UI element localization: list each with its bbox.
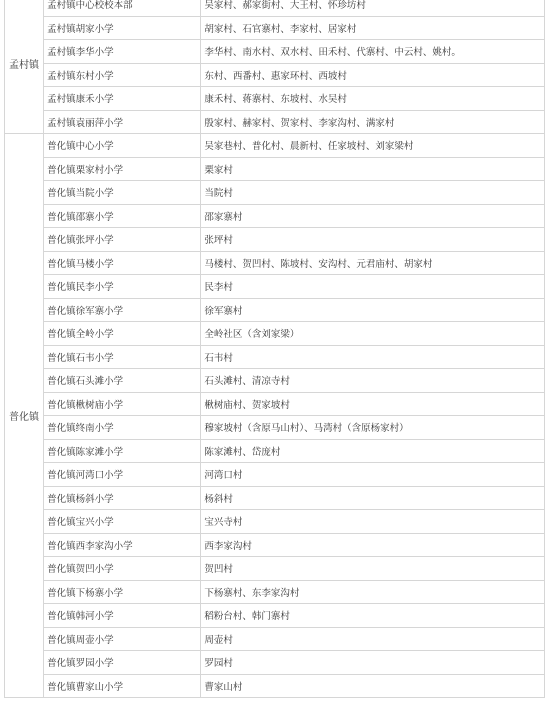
school-district-table [4, 0, 545, 698]
villages-cell: 稻粉台村、韩门寨村 [201, 604, 545, 628]
villages-cell: 杨斜村 [201, 486, 545, 510]
school-name-cell: 普化镇栗家村小学 [44, 157, 201, 181]
villages-cell: 徐军寨村 [201, 298, 545, 322]
table-row [5, 369, 545, 393]
villages-cell: 马楼村、贺凹村、陈坡村、安沟村、元君庙村、胡家村 [201, 251, 545, 275]
table-row [5, 416, 545, 440]
table-row [5, 439, 545, 463]
school-name-cell: 孟村镇李华小学 [44, 40, 201, 64]
school-name-cell: 普化镇中心小学 [44, 134, 201, 158]
villages-cell: 曹家山村 [201, 674, 545, 698]
villages-cell: 穆家坡村（含原马山村）、马湾村（含原杨家村） [201, 416, 545, 440]
school-name-cell: 普化镇石韦小学 [44, 345, 201, 369]
table-row [5, 228, 545, 252]
table-row [5, 510, 545, 534]
table-row [5, 40, 545, 64]
villages-cell: 邵家寨村 [201, 204, 545, 228]
school-name-cell: 普化镇韩河小学 [44, 604, 201, 628]
villages-cell: 下杨寨村、东李家沟村 [201, 580, 545, 604]
villages-cell: 周壶村 [201, 627, 545, 651]
villages-cell: 东村、西番村、惠家环村、西坡村 [201, 63, 545, 87]
villages-cell: 河湾口村 [201, 463, 545, 487]
school-name-cell: 普化镇马楼小学 [44, 251, 201, 275]
villages-cell: 石韦村 [201, 345, 545, 369]
table-row [5, 533, 545, 557]
table-row [5, 674, 545, 698]
school-name-cell: 孟村镇康禾小学 [44, 87, 201, 111]
villages-cell: 张坪村 [201, 228, 545, 252]
table-row [5, 463, 545, 487]
school-name-cell: 普化镇周壶小学 [44, 627, 201, 651]
villages-cell: 殷家村、赫家村、贺家村、李家沟村、满家村 [201, 110, 545, 134]
table-row [5, 204, 545, 228]
town-name-cell: 孟村镇 [5, 0, 44, 134]
school-name-cell: 普化镇西李家沟小学 [44, 533, 201, 557]
school-name-cell: 普化镇石头滩小学 [44, 369, 201, 393]
school-name-cell: 普化镇宝兴小学 [44, 510, 201, 534]
villages-cell: 吴家村、郝家街村、大王村、怀珍坊村 [201, 0, 545, 16]
school-name-cell: 普化镇河湾口小学 [44, 463, 201, 487]
school-name-cell: 普化镇当院小学 [44, 181, 201, 205]
villages-cell: 栗家村 [201, 157, 545, 181]
school-name-cell: 普化镇陈家滩小学 [44, 439, 201, 463]
villages-cell: 西李家沟村 [201, 533, 545, 557]
school-name-cell: 普化镇张坪小学 [44, 228, 201, 252]
table-row [5, 557, 545, 581]
table-body [5, 0, 545, 698]
table-row [5, 580, 545, 604]
table-row [5, 651, 545, 675]
school-name-cell: 普化镇杨斜小学 [44, 486, 201, 510]
table-row [5, 275, 545, 299]
table-row [5, 486, 545, 510]
school-name-cell: 普化镇邵寨小学 [44, 204, 201, 228]
school-name-cell: 孟村镇中心校校本部 [44, 0, 201, 16]
villages-cell: 当院村 [201, 181, 545, 205]
villages-cell: 宝兴寺村 [201, 510, 545, 534]
villages-cell: 贺凹村 [201, 557, 545, 581]
villages-cell: 民李村 [201, 275, 545, 299]
school-name-cell: 孟村镇袁丽萍小学 [44, 110, 201, 134]
villages-cell: 楸树庙村、贺家坡村 [201, 392, 545, 416]
villages-cell: 全岭社区（含刘家梁） [201, 322, 545, 346]
school-name-cell: 普化镇下杨寨小学 [44, 580, 201, 604]
school-name-cell: 普化镇贺凹小学 [44, 557, 201, 581]
table-row [5, 110, 545, 134]
table-row [5, 63, 545, 87]
villages-cell: 吴家巷村、普化村、晨新村、任家坡村、刘家梁村 [201, 134, 545, 158]
school-name-cell: 普化镇曹家山小学 [44, 674, 201, 698]
villages-cell: 胡家村、石官寨村、李家村、居家村 [201, 16, 545, 40]
table-row [5, 392, 545, 416]
table-row [5, 251, 545, 275]
school-name-cell: 普化镇楸树庙小学 [44, 392, 201, 416]
school-name-cell: 孟村镇东村小学 [44, 63, 201, 87]
school-name-cell: 普化镇终南小学 [44, 416, 201, 440]
villages-cell: 罗园村 [201, 651, 545, 675]
school-name-cell: 普化镇民李小学 [44, 275, 201, 299]
table-row [5, 345, 545, 369]
table-row [5, 0, 545, 16]
villages-cell: 李华村、南水村、双水村、田禾村、代寨村、中云村、姚村。 [201, 40, 545, 64]
table-row [5, 16, 545, 40]
school-name-cell: 孟村镇胡家小学 [44, 16, 201, 40]
town-name-cell: 普化镇 [5, 134, 44, 698]
table-row [5, 322, 545, 346]
table-row [5, 134, 545, 158]
villages-cell: 陈家滩村、岱庞村 [201, 439, 545, 463]
table-row [5, 298, 545, 322]
villages-cell: 康禾村、蒋寨村、东坡村、水吴村 [201, 87, 545, 111]
school-name-cell: 普化镇徐军寨小学 [44, 298, 201, 322]
table-row [5, 627, 545, 651]
table-row [5, 157, 545, 181]
school-name-cell: 普化镇全岭小学 [44, 322, 201, 346]
table-row [5, 87, 545, 111]
table-row [5, 181, 545, 205]
table-row [5, 604, 545, 628]
school-name-cell: 普化镇罗园小学 [44, 651, 201, 675]
villages-cell: 石头滩村、清凉寺村 [201, 369, 545, 393]
